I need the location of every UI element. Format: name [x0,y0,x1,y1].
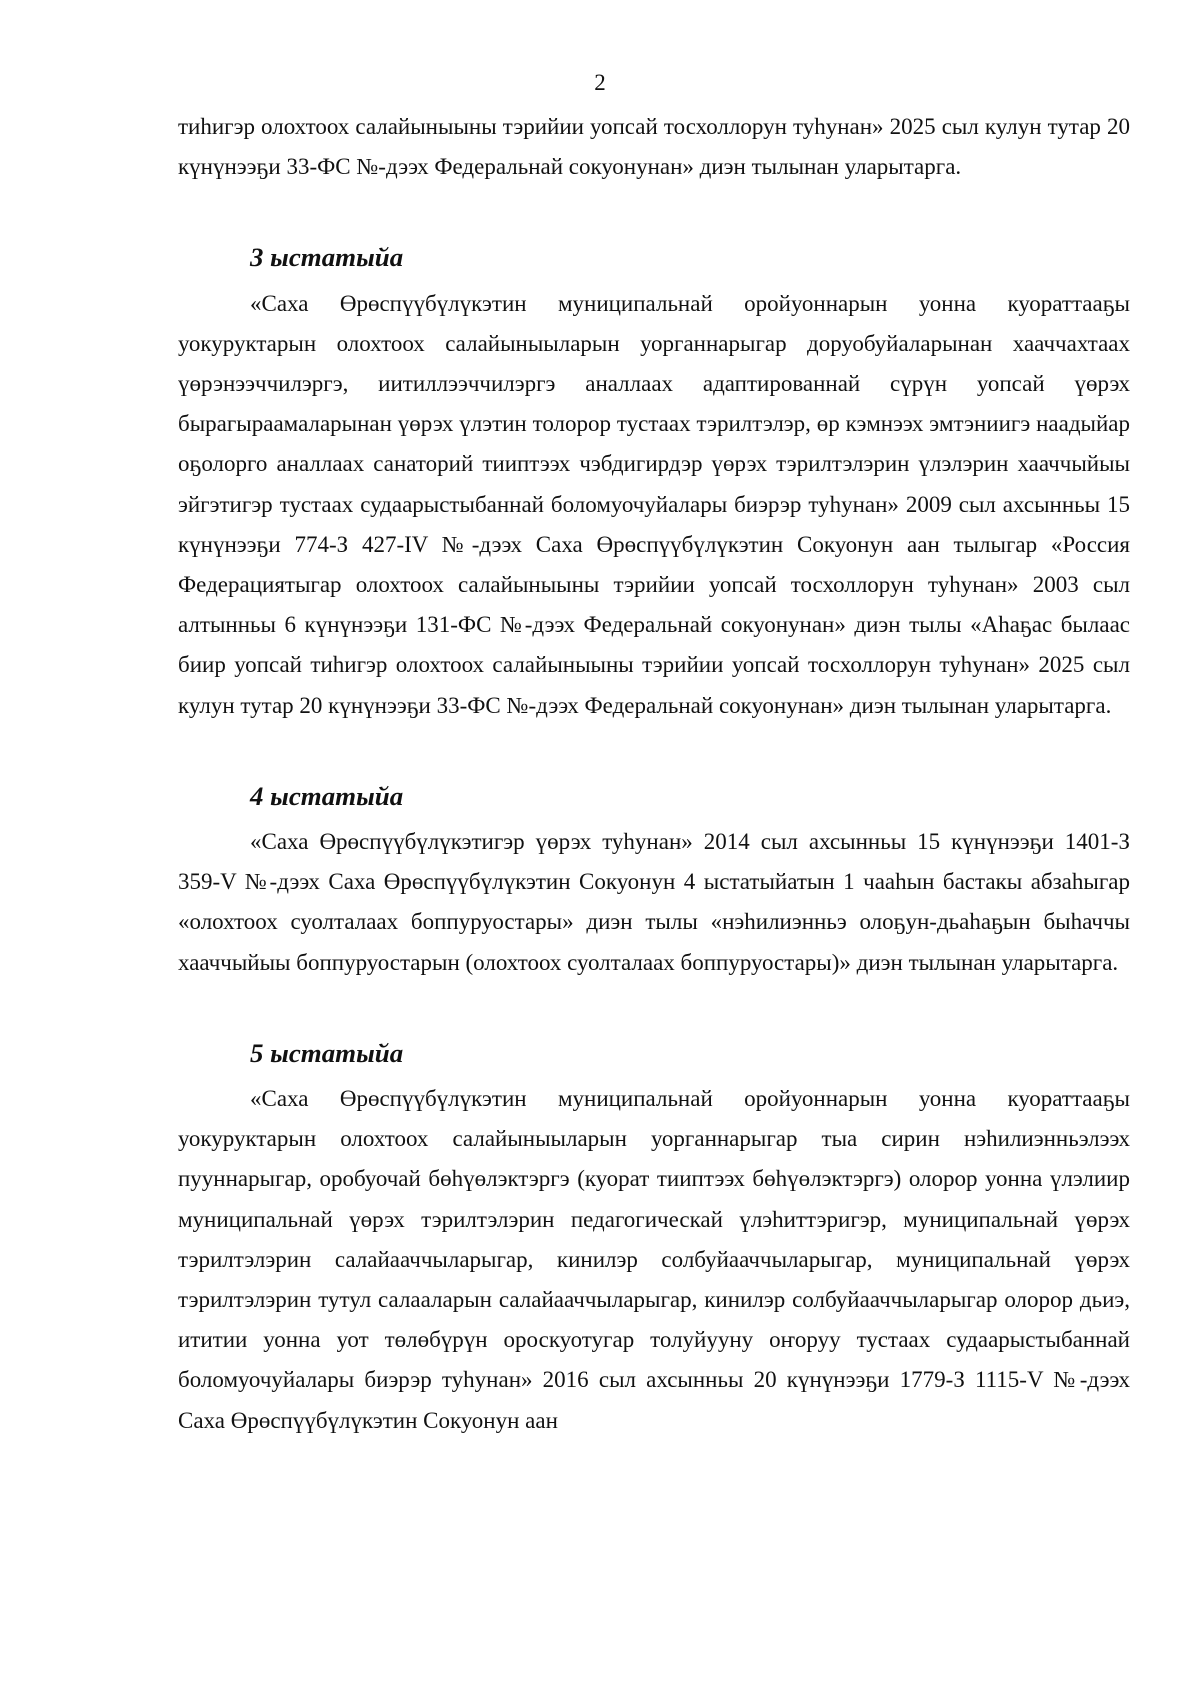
article-5-text: «Саха Өрөспүүбүлүкэтин муниципальнай оройуоннарын уонна куораттааҕы уокуруктарын олохтоох салайыныыларын уорганнарыгар тыа сирин нэһилиэнньэлээх пууннарыгар, оробуочай бөһүөлэктэргэ (куорат тииптээх бөһүөлэктэргэ) олорор уонна үлэлиир муниципальнай үөрэх тэрилтэлэрин педагогическай үлэһиттэригэр, муниципальнай үөрэх тэрилтэлэрин салайааччыларыгар, кинилэр солбуйааччыларыгар, муниципальнай үөрэх тэрилтэлэрин тутул салааларын салайааччыларыгар, кинилэр солбуйааччыларыгар олорор дьиэ, ититии уонна уот төлөбүрүн ороскуотугар толуйууну оҥоруу тустаах судаарыстыбаннай боломуочуйалары биэрэр туһунан» 2016 сыл ахсынньы 20 күнүнээҕи 1779-З 1115-V №-дээх Саха Өрөспүүбүлүкэтин Сокуонун аан [178,1086,1130,1433]
page-number: 2 [594,70,606,95]
article-3-heading: 3 ыстатыйа [250,242,404,273]
continuation-paragraph: тиһигэр олохтоох салайыныыны тэрийии уопсай тосхоллорун туһунан» 2025 сыл кулун тутар 20 күнүнээҕи 33-ФС №-дээх Федеральнай сокуонунан» диэн тылынан уларытарга. [178,114,1130,180]
article-5-heading: 5 ыстатыйа [250,1037,404,1068]
article-4-heading: 4 ыстатыйа [250,780,404,811]
document-body [178,107,1130,1441]
article-4-text: «Саха Өрөспүүбүлүкэтигэр үөрэх туһунан» 2014 сыл ахсынньы 15 күнүнээҕи 1401-З 359-V №-дээх Саха Өрөспүүбүлүкэтин Сокуонун 4 ыстатыйатын 1 чааһын бастакы абзаһыгар «олохтоох суолталаах боппуруостары» диэн тылы «нэһилиэнньэ олоҕун-дьаһаҕын быһаччы хааччыйыы боппуруостарын (олохтоох суолталаах боппуруостары)» диэн тылынан уларытарга. [178,829,1130,975]
article-3-text: «Саха Өрөспүүбүлүкэтин муниципальнай оройуоннарын уонна куораттааҕы уокуруктарын олохтоох салайыныыларын уорганнарыгар доруобуйаларынан хааччахтаах үөрэнээччилэргэ, иитиллээччилэргэ аналлаах адаптированнай сүрүн уопсай үөрэх бырагыраамаларынан үөрэх үлэтин толорор тустаах тэрилтэлэр, өр кэмнээх эмтэниигэ наадыйар оҕолорго аналлаах санаторий тииптээх чэбдигирдэр үөрэх тэрилтэлэрин үлэлэрин хааччыйыы эйгэтигэр тустаах судаарыстыбаннай боломуочуйалары биэрэр туһунан» 2009 сыл ахсынньы 15 күнүнээҕи 774-З 427-IV №-дээх Саха Өрөспүүбүлүкэтин Сокуонун аан тылыгар «Россия Федерациятыгар олохтоох салайыныыны тэрийии уопсай тосхоллорун туһунан» 2003 сыл алтынньы 6 күнүнээҕи 131-ФС №-дээх Федеральнай сокуонунан» диэн тылы «Аһаҕас былаас биир уопсай тиһигэр олохтоох салайыныыны тэрийии уопсай тосхоллорун туһунан» 2025 сыл кулун тутар 20 күнүнээҕи 33-ФС №-дээх Федеральнай сокуонунан» диэн тылынан уларытарга. [178,290,1130,718]
